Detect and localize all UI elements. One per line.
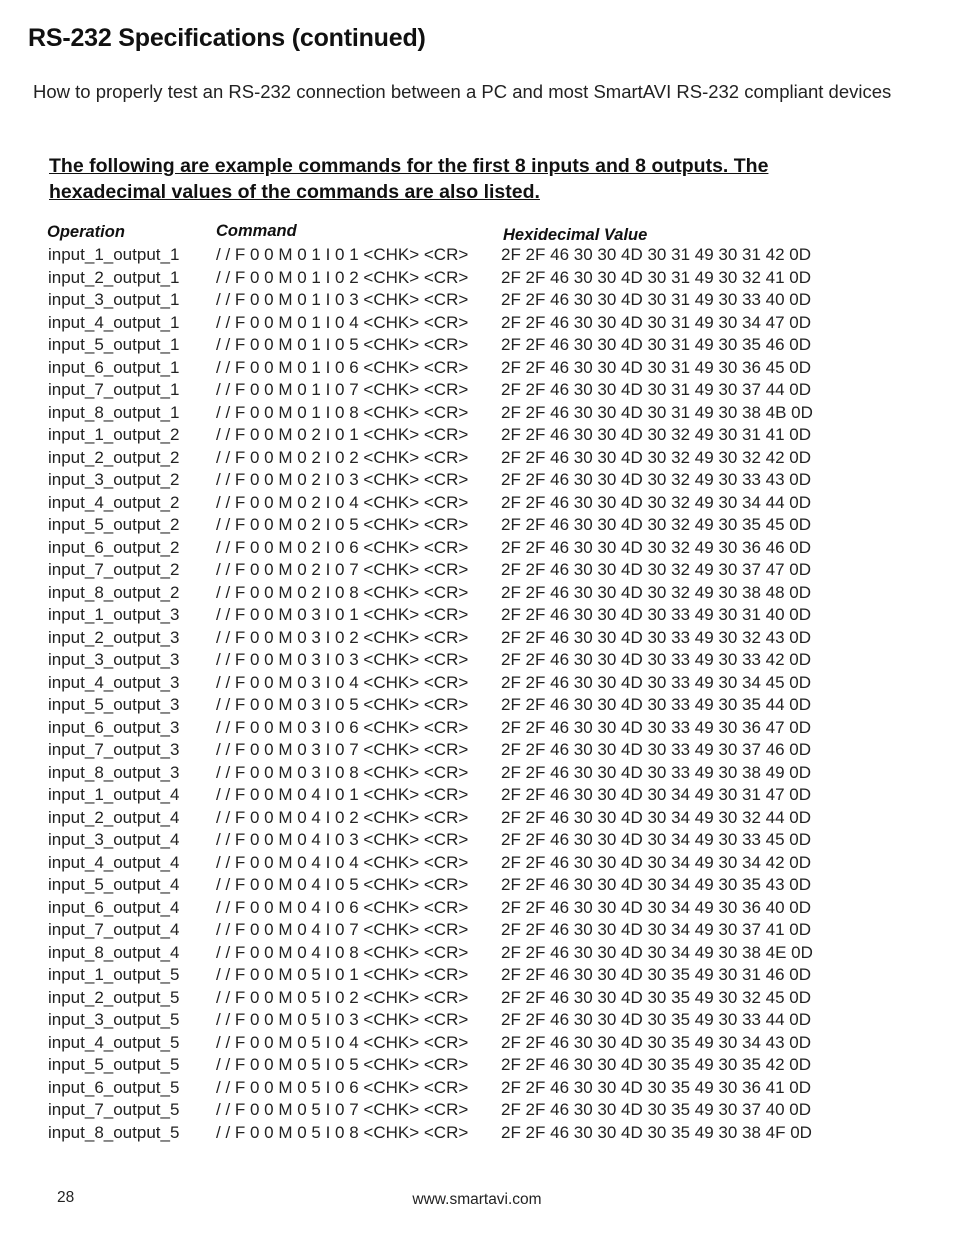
hex-value-cell: 2F 2F 46 30 30 4D 30 34 49 30 35 43 0D bbox=[501, 875, 812, 894]
command-cell: / / F 0 0 M 0 1 I 0 5 <CHK> <CR> bbox=[216, 335, 469, 354]
table-row bbox=[48, 694, 848, 717]
table-row bbox=[48, 739, 848, 762]
operation-cell: input_8_output_5 bbox=[48, 1122, 180, 1142]
command-cell: / / F 0 0 M 0 1 I 0 7 <CHK> <CR> bbox=[216, 380, 469, 399]
table-row bbox=[48, 424, 848, 447]
command-cell: / / F 0 0 M 0 3 I 0 4 <CHK> <CR> bbox=[216, 672, 469, 692]
table-row bbox=[48, 987, 848, 1010]
hex-value-cell: 2F 2F 46 30 30 4D 30 34 49 30 37 41 0D bbox=[501, 920, 812, 939]
operation-cell: input_3_output_3 bbox=[48, 650, 180, 669]
hex-value-cell: 2F 2F 46 30 30 4D 30 34 49 30 38 4E 0D bbox=[501, 942, 813, 962]
hex-value-cell: 2F 2F 46 30 30 4D 30 32 49 30 32 42 0D bbox=[501, 447, 812, 467]
table-row bbox=[48, 492, 848, 515]
operation-cell: input_3_output_1 bbox=[48, 290, 180, 309]
column-header-command: Command bbox=[216, 222, 297, 240]
command-cell: / / F 0 0 M 0 4 I 0 4 <CHK> <CR> bbox=[216, 852, 469, 872]
table-row bbox=[48, 289, 848, 312]
table-row bbox=[48, 447, 848, 470]
command-cell: / / F 0 0 M 0 5 I 0 2 <CHK> <CR> bbox=[216, 987, 469, 1007]
page-subtitle: How to properly test an RS-232 connection between a PC and most SmartAVI RS-232 compliant devices bbox=[33, 81, 892, 102]
table-row bbox=[48, 267, 848, 290]
operation-cell: input_5_output_3 bbox=[48, 695, 180, 714]
command-cell: / / F 0 0 M 0 1 I 0 3 <CHK> <CR> bbox=[216, 290, 469, 309]
table-row bbox=[48, 964, 848, 987]
intro-paragraph: The following are example commands for the first 8 inputs and 8 outputs. The hexadecimal values of the commands are also listed. bbox=[49, 155, 769, 203]
command-cell: / / F 0 0 M 0 2 I 0 8 <CHK> <CR> bbox=[216, 582, 469, 602]
table-row bbox=[48, 807, 848, 830]
operation-cell: input_6_output_5 bbox=[48, 1077, 180, 1097]
hex-value-cell: 2F 2F 46 30 30 4D 30 33 49 30 37 46 0D bbox=[501, 740, 812, 759]
operation-cell: input_2_output_1 bbox=[48, 267, 180, 287]
command-cell: / / F 0 0 M 0 5 I 0 5 <CHK> <CR> bbox=[216, 1055, 469, 1074]
command-cell: / / F 0 0 M 0 3 I 0 5 <CHK> <CR> bbox=[216, 695, 469, 714]
hex-value-cell: 2F 2F 46 30 30 4D 30 31 49 30 38 4B 0D bbox=[501, 402, 813, 422]
command-cell: / / F 0 0 M 0 2 I 0 3 <CHK> <CR> bbox=[216, 470, 469, 489]
hex-value-cell: 2F 2F 46 30 30 4D 30 34 49 30 36 40 0D bbox=[501, 897, 812, 917]
operation-cell: input_7_output_4 bbox=[48, 920, 180, 939]
operation-cell: input_1_output_3 bbox=[48, 605, 180, 624]
hex-value-cell: 2F 2F 46 30 30 4D 30 31 49 30 31 42 0D bbox=[501, 245, 812, 264]
table-row bbox=[48, 762, 848, 785]
hex-value-cell: 2F 2F 46 30 30 4D 30 32 49 30 35 45 0D bbox=[501, 515, 812, 534]
operation-cell: input_4_output_1 bbox=[48, 312, 180, 332]
table-row bbox=[48, 514, 848, 537]
table-row bbox=[48, 1009, 848, 1032]
command-cell: / / F 0 0 M 0 4 I 0 5 <CHK> <CR> bbox=[216, 875, 469, 894]
command-table bbox=[48, 244, 848, 1144]
command-cell: / / F 0 0 M 0 5 I 0 3 <CHK> <CR> bbox=[216, 1010, 469, 1029]
command-cell: / / F 0 0 M 0 5 I 0 4 <CHK> <CR> bbox=[216, 1032, 469, 1052]
operation-cell: input_5_output_4 bbox=[48, 875, 180, 894]
operation-cell: input_7_output_1 bbox=[48, 380, 180, 399]
command-cell: / / F 0 0 M 0 3 I 0 3 <CHK> <CR> bbox=[216, 650, 469, 669]
operation-cell: input_4_output_2 bbox=[48, 492, 180, 512]
operation-cell: input_5_output_2 bbox=[48, 515, 180, 534]
hex-value-cell: 2F 2F 46 30 30 4D 30 35 49 30 33 44 0D bbox=[501, 1010, 812, 1029]
command-cell: / / F 0 0 M 0 3 I 0 1 <CHK> <CR> bbox=[216, 605, 469, 624]
operation-cell: input_8_output_2 bbox=[48, 582, 180, 602]
table-row bbox=[48, 537, 848, 560]
hex-value-cell: 2F 2F 46 30 30 4D 30 31 49 30 35 46 0D bbox=[501, 335, 812, 354]
page-title: RS-232 Specifications (continued) bbox=[28, 24, 426, 52]
command-cell: / / F 0 0 M 0 4 I 0 6 <CHK> <CR> bbox=[216, 897, 469, 917]
operation-cell: input_6_output_1 bbox=[48, 357, 180, 377]
table-row bbox=[48, 942, 848, 965]
command-cell: / / F 0 0 M 0 5 I 0 1 <CHK> <CR> bbox=[216, 965, 469, 984]
table-row bbox=[48, 919, 848, 942]
command-cell: / / F 0 0 M 0 2 I 0 5 <CHK> <CR> bbox=[216, 515, 469, 534]
table-row bbox=[48, 1032, 848, 1055]
operation-cell: input_3_output_5 bbox=[48, 1010, 180, 1029]
operation-cell: input_8_output_3 bbox=[48, 762, 180, 782]
operation-cell: input_3_output_2 bbox=[48, 470, 180, 489]
table-row bbox=[48, 784, 848, 807]
command-cell: / / F 0 0 M 0 4 I 0 2 <CHK> <CR> bbox=[216, 807, 469, 827]
operation-cell: input_6_output_4 bbox=[48, 897, 180, 917]
table-row bbox=[48, 402, 848, 425]
table-row bbox=[48, 1099, 848, 1122]
table-row bbox=[48, 334, 848, 357]
command-cell: / / F 0 0 M 0 1 I 0 8 <CHK> <CR> bbox=[216, 402, 469, 422]
operation-cell: input_4_output_5 bbox=[48, 1032, 180, 1052]
hex-value-cell: 2F 2F 46 30 30 4D 30 33 49 30 32 43 0D bbox=[501, 627, 812, 647]
hex-value-cell: 2F 2F 46 30 30 4D 30 35 49 30 37 40 0D bbox=[501, 1100, 812, 1119]
hex-value-cell: 2F 2F 46 30 30 4D 30 31 49 30 36 45 0D bbox=[501, 357, 812, 377]
table-row bbox=[48, 897, 848, 920]
operation-cell: input_8_output_4 bbox=[48, 942, 180, 962]
table-row bbox=[48, 852, 848, 875]
operation-cell: input_7_output_3 bbox=[48, 740, 180, 759]
command-cell: / / F 0 0 M 0 1 I 0 6 <CHK> <CR> bbox=[216, 357, 469, 377]
operation-cell: input_1_output_4 bbox=[48, 785, 180, 804]
hex-value-cell: 2F 2F 46 30 30 4D 30 35 49 30 34 43 0D bbox=[501, 1032, 812, 1052]
command-cell: / / F 0 0 M 0 4 I 0 8 <CHK> <CR> bbox=[216, 942, 469, 962]
footer-url: www.smartavi.com bbox=[412, 1191, 542, 1208]
operation-cell: input_1_output_2 bbox=[48, 425, 180, 444]
operation-cell: input_7_output_5 bbox=[48, 1100, 180, 1119]
command-cell: / / F 0 0 M 0 5 I 0 8 <CHK> <CR> bbox=[216, 1122, 469, 1142]
hex-value-cell: 2F 2F 46 30 30 4D 30 34 49 30 34 42 0D bbox=[501, 852, 812, 872]
table-row bbox=[48, 1077, 848, 1100]
operation-cell: input_6_output_3 bbox=[48, 717, 180, 737]
table-row bbox=[48, 1122, 848, 1145]
table-row bbox=[48, 357, 848, 380]
hex-value-cell: 2F 2F 46 30 30 4D 30 31 49 30 34 47 0D bbox=[501, 312, 812, 332]
hex-value-cell: 2F 2F 46 30 30 4D 30 35 49 30 35 42 0D bbox=[501, 1055, 812, 1074]
hex-value-cell: 2F 2F 46 30 30 4D 30 31 49 30 37 44 0D bbox=[501, 380, 812, 399]
operation-cell: input_4_output_4 bbox=[48, 852, 180, 872]
table-row bbox=[48, 627, 848, 650]
column-header-hex: Hexidecimal Value bbox=[503, 226, 648, 244]
operation-cell: input_7_output_2 bbox=[48, 560, 180, 579]
operation-cell: input_2_output_3 bbox=[48, 627, 180, 647]
command-cell: / / F 0 0 M 0 2 I 0 6 <CHK> <CR> bbox=[216, 537, 469, 557]
command-cell: / / F 0 0 M 0 1 I 0 4 <CHK> <CR> bbox=[216, 312, 469, 332]
command-cell: / / F 0 0 M 0 5 I 0 6 <CHK> <CR> bbox=[216, 1077, 469, 1097]
operation-cell: input_1_output_1 bbox=[48, 245, 180, 264]
operation-cell: input_6_output_2 bbox=[48, 537, 180, 557]
command-cell: / / F 0 0 M 0 2 I 0 1 <CHK> <CR> bbox=[216, 425, 469, 444]
operation-cell: input_3_output_4 bbox=[48, 830, 180, 849]
hex-value-cell: 2F 2F 46 30 30 4D 30 34 49 30 31 47 0D bbox=[501, 785, 812, 804]
table-row bbox=[48, 649, 848, 672]
table-row bbox=[48, 582, 848, 605]
hex-value-cell: 2F 2F 46 30 30 4D 30 35 49 30 36 41 0D bbox=[501, 1077, 812, 1097]
hex-value-cell: 2F 2F 46 30 30 4D 30 33 49 30 35 44 0D bbox=[501, 695, 812, 714]
hex-value-cell: 2F 2F 46 30 30 4D 30 35 49 30 31 46 0D bbox=[501, 965, 812, 984]
table-row bbox=[48, 312, 848, 335]
command-cell: / / F 0 0 M 0 4 I 0 7 <CHK> <CR> bbox=[216, 920, 469, 939]
hex-value-cell: 2F 2F 46 30 30 4D 30 32 49 30 31 41 0D bbox=[501, 425, 812, 444]
command-cell: / / F 0 0 M 0 2 I 0 2 <CHK> <CR> bbox=[216, 447, 469, 467]
command-cell: / / F 0 0 M 0 1 I 0 1 <CHK> <CR> bbox=[216, 245, 469, 264]
hex-value-cell: 2F 2F 46 30 30 4D 30 32 49 30 36 46 0D bbox=[501, 537, 812, 557]
command-cell: / / F 0 0 M 0 2 I 0 7 <CHK> <CR> bbox=[216, 560, 469, 579]
operation-cell: input_2_output_2 bbox=[48, 447, 180, 467]
table-row bbox=[48, 1054, 848, 1077]
operation-cell: input_8_output_1 bbox=[48, 402, 180, 422]
command-cell: / / F 0 0 M 0 3 I 0 8 <CHK> <CR> bbox=[216, 762, 469, 782]
operation-cell: input_2_output_4 bbox=[48, 807, 180, 827]
table-row bbox=[48, 469, 848, 492]
command-cell: / / F 0 0 M 0 4 I 0 1 <CHK> <CR> bbox=[216, 785, 469, 804]
column-header-operation: Operation bbox=[47, 223, 125, 241]
command-cell: / / F 0 0 M 0 2 I 0 4 <CHK> <CR> bbox=[216, 492, 469, 512]
table-row bbox=[48, 559, 848, 582]
table-row bbox=[48, 874, 848, 897]
table-row bbox=[48, 672, 848, 695]
hex-value-cell: 2F 2F 46 30 30 4D 30 35 49 30 32 45 0D bbox=[501, 987, 812, 1007]
command-cell: / / F 0 0 M 0 3 I 0 6 <CHK> <CR> bbox=[216, 717, 469, 737]
operation-cell: input_2_output_5 bbox=[48, 987, 180, 1007]
command-cell: / / F 0 0 M 0 1 I 0 2 <CHK> <CR> bbox=[216, 267, 469, 287]
table-row bbox=[48, 604, 848, 627]
hex-value-cell: 2F 2F 46 30 30 4D 30 33 49 30 38 49 0D bbox=[501, 762, 812, 782]
operation-cell: input_5_output_5 bbox=[48, 1055, 180, 1074]
table-row bbox=[48, 717, 848, 740]
page-number: 28 bbox=[57, 1189, 75, 1206]
hex-value-cell: 2F 2F 46 30 30 4D 30 31 49 30 32 41 0D bbox=[501, 267, 812, 287]
hex-value-cell: 2F 2F 46 30 30 4D 30 33 49 30 36 47 0D bbox=[501, 717, 812, 737]
hex-value-cell: 2F 2F 46 30 30 4D 30 32 49 30 38 48 0D bbox=[501, 582, 812, 602]
hex-value-cell: 2F 2F 46 30 30 4D 30 34 49 30 33 45 0D bbox=[501, 830, 812, 849]
command-cell: / / F 0 0 M 0 3 I 0 2 <CHK> <CR> bbox=[216, 627, 469, 647]
hex-value-cell: 2F 2F 46 30 30 4D 30 35 49 30 38 4F 0D bbox=[501, 1122, 812, 1142]
command-cell: / / F 0 0 M 0 4 I 0 3 <CHK> <CR> bbox=[216, 830, 469, 849]
hex-value-cell: 2F 2F 46 30 30 4D 30 33 49 30 34 45 0D bbox=[501, 672, 812, 692]
operation-cell: input_4_output_3 bbox=[48, 672, 180, 692]
table-row bbox=[48, 244, 848, 267]
command-cell: / / F 0 0 M 0 5 I 0 7 <CHK> <CR> bbox=[216, 1100, 469, 1119]
hex-value-cell: 2F 2F 46 30 30 4D 30 33 49 30 33 42 0D bbox=[501, 650, 812, 669]
operation-cell: input_1_output_5 bbox=[48, 965, 180, 984]
command-cell: / / F 0 0 M 0 3 I 0 7 <CHK> <CR> bbox=[216, 740, 469, 759]
hex-value-cell: 2F 2F 46 30 30 4D 30 34 49 30 32 44 0D bbox=[501, 807, 812, 827]
hex-value-cell: 2F 2F 46 30 30 4D 30 32 49 30 33 43 0D bbox=[501, 470, 812, 489]
hex-value-cell: 2F 2F 46 30 30 4D 30 31 49 30 33 40 0D bbox=[501, 290, 812, 309]
table-row bbox=[48, 379, 848, 402]
operation-cell: input_5_output_1 bbox=[48, 335, 180, 354]
hex-value-cell: 2F 2F 46 30 30 4D 30 33 49 30 31 40 0D bbox=[501, 605, 812, 624]
hex-value-cell: 2F 2F 46 30 30 4D 30 32 49 30 37 47 0D bbox=[501, 560, 812, 579]
hex-value-cell: 2F 2F 46 30 30 4D 30 32 49 30 34 44 0D bbox=[501, 492, 812, 512]
table-row bbox=[48, 829, 848, 852]
